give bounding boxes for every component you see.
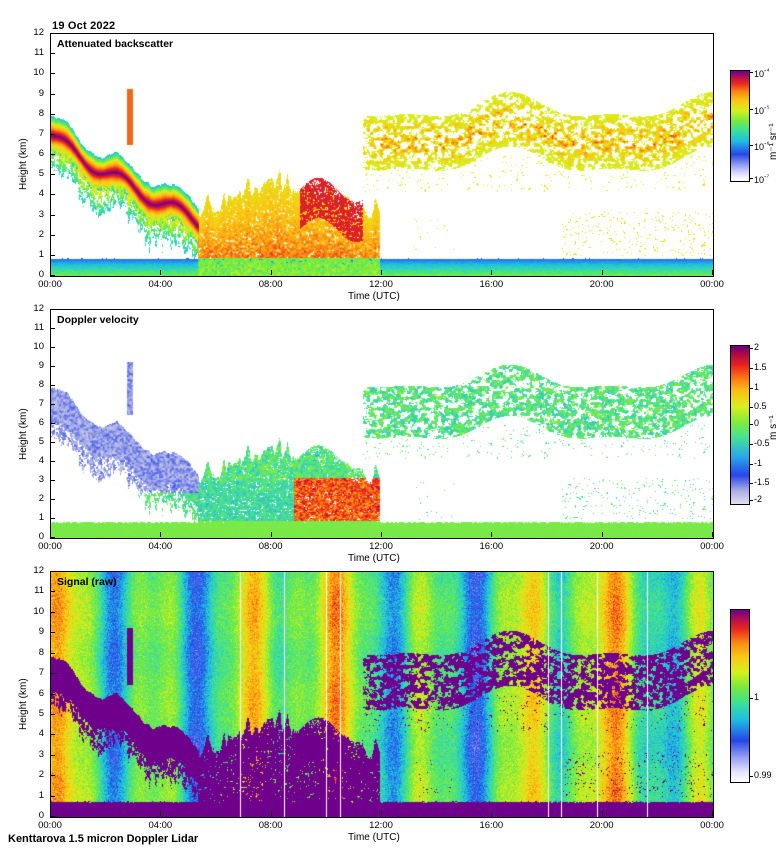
colorbar-gradient-doppler	[731, 346, 749, 504]
colorbar-tick-mark	[749, 348, 753, 349]
x-tick-label: 20:00	[589, 541, 614, 552]
y-tick-label: 4	[38, 728, 44, 740]
colorbar-tick-doppler: 1.5	[754, 361, 767, 372]
y-tick-label: 10	[33, 605, 44, 617]
y-tick-mark	[50, 796, 55, 797]
y-tick-mark	[50, 347, 55, 348]
x-tick-label: 16:00	[479, 279, 504, 290]
colorbar-tick-mark	[749, 444, 753, 445]
heatmap-canvas-signal	[51, 572, 713, 817]
x-tick-mark	[602, 270, 603, 275]
x-tick-mark	[160, 270, 161, 275]
y-tick-label: 1	[38, 512, 44, 523]
y-tick-label: 0	[38, 531, 44, 542]
heatmap-canvas-doppler	[51, 310, 713, 538]
y-tick-label: 2	[38, 769, 44, 781]
y-tick-mark	[50, 612, 55, 613]
y-tick-mark	[50, 499, 55, 500]
y-tick-mark	[50, 423, 55, 424]
x-tick-mark	[712, 532, 713, 537]
x-tick-label: 08:00	[258, 279, 283, 290]
y-tick-label: 2	[38, 493, 44, 504]
x-tick-mark	[491, 532, 492, 537]
x-tick-mark	[381, 532, 382, 537]
y-tick-mark	[50, 734, 55, 735]
x-tick-mark	[160, 532, 161, 537]
instrument-label: Kenttarova 1.5 micron Doppler Lidar	[8, 833, 199, 845]
y-tick-label: 8	[38, 107, 44, 119]
y-tick-label: 4	[38, 188, 44, 200]
y-tick-label: 5	[38, 707, 44, 719]
y-tick-mark	[50, 816, 55, 817]
y-tick-label: 9	[38, 360, 44, 371]
colorbar-tick-mark	[749, 698, 753, 699]
y-tick-mark	[50, 154, 55, 155]
colorbar-tick-doppler: -1	[754, 457, 763, 468]
x-tick-mark	[491, 811, 492, 816]
colorbar-tick-mark	[749, 178, 753, 179]
y-tick-mark	[50, 442, 55, 443]
y-tick-label: 7	[38, 127, 44, 139]
y-tick-mark	[50, 632, 55, 633]
y-tick-mark	[50, 215, 55, 216]
colorbar-tick-mark	[749, 145, 753, 146]
date-label: 19 Oct 2022	[52, 20, 116, 32]
y-tick-mark	[50, 775, 55, 776]
colorbar-tick-mark	[749, 776, 753, 777]
colorbar-tick-doppler: -1.5	[754, 477, 770, 488]
y-tick-label: 1	[38, 248, 44, 260]
y-tick-mark	[50, 174, 55, 175]
x-tick-label: 00:00	[700, 279, 724, 290]
x-tick-label: 16:00	[479, 541, 504, 552]
x-axis-label-signal: Time (UTC)	[348, 832, 400, 843]
colorbar-tick-mark	[749, 424, 753, 425]
colorbar-label-doppler: m s⁻¹	[768, 415, 779, 440]
y-tick-mark	[50, 309, 55, 310]
y-tick-mark	[50, 328, 55, 329]
y-tick-mark	[50, 461, 55, 462]
y-tick-label: 9	[38, 626, 44, 638]
colorbar-tick-backscatter: $10^{-^6}$	[754, 138, 770, 152]
x-tick-mark	[602, 811, 603, 816]
x-tick-label: 12:00	[369, 820, 393, 831]
y-tick-label: 8	[38, 379, 44, 390]
y-tick-mark	[50, 255, 55, 256]
x-tick-label: 20:00	[589, 279, 614, 290]
x-tick-label: 04:00	[148, 541, 173, 552]
x-tick-label: 20:00	[589, 820, 614, 831]
colorbar-gradient-signal	[731, 610, 749, 782]
x-tick-label: 00:00	[38, 279, 62, 290]
x-tick-label: 00:00	[700, 541, 724, 552]
y-tick-mark	[50, 366, 55, 367]
colorbar-tick-mark	[749, 72, 753, 73]
x-tick-mark	[271, 270, 272, 275]
y-tick-mark	[50, 653, 55, 654]
x-tick-label: 16:00	[479, 820, 504, 831]
y-tick-mark	[50, 73, 55, 74]
x-tick-mark	[160, 811, 161, 816]
x-axis-label-backscatter: Time (UTC)	[348, 291, 400, 302]
colorbar-tick-mark	[749, 483, 753, 484]
colorbar-signal	[730, 609, 750, 783]
y-tick-label: 2	[38, 228, 44, 240]
y-tick-mark	[50, 591, 55, 592]
y-tick-mark	[50, 755, 55, 756]
y-tick-mark	[50, 571, 55, 572]
y-tick-label: 12	[33, 565, 44, 576]
colorbar-tick-mark	[749, 407, 753, 408]
x-tick-label: 04:00	[148, 820, 173, 831]
y-axis-label-signal: Height (km)	[18, 678, 29, 730]
colorbar-gradient-backscatter	[731, 71, 749, 181]
colorbar-tick-doppler: -0.5	[754, 437, 770, 448]
plot-area-doppler[interactable]	[50, 309, 714, 539]
y-tick-mark	[50, 94, 55, 95]
panel-title-signal: Signal (raw)	[57, 576, 117, 588]
y-tick-mark	[50, 33, 55, 34]
x-tick-mark	[271, 811, 272, 816]
y-tick-mark	[50, 114, 55, 115]
x-tick-label: 12:00	[369, 541, 393, 552]
y-tick-label: 11	[34, 47, 44, 59]
y-tick-mark	[50, 694, 55, 695]
y-tick-label: 5	[38, 436, 44, 447]
y-tick-label: 11	[34, 585, 44, 597]
x-tick-mark	[491, 270, 492, 275]
y-tick-label: 5	[38, 168, 44, 180]
y-tick-label: 0	[38, 810, 44, 821]
colorbar-tick-doppler: 0.5	[754, 401, 767, 412]
x-tick-mark	[50, 811, 51, 816]
colorbar-tick-mark	[749, 109, 753, 110]
colorbar-tick-doppler: 1	[754, 381, 760, 392]
colorbar-tick-mark	[749, 368, 753, 369]
panel-title-backscatter: Attenuated backscatter	[57, 38, 174, 50]
colorbar-tick-backscatter: $10^{-^7}$	[754, 171, 770, 185]
colorbar-tick-mark	[749, 388, 753, 389]
y-tick-label: 3	[38, 474, 44, 485]
colorbar-tick-mark	[749, 464, 753, 465]
x-tick-label: 00:00	[38, 820, 62, 831]
y-tick-mark	[50, 275, 55, 276]
x-tick-label: 08:00	[258, 541, 283, 552]
heatmap-canvas-backscatter	[51, 34, 713, 276]
x-tick-mark	[50, 532, 51, 537]
colorbar-tick-mark	[749, 500, 753, 501]
y-axis-label-backscatter: Height (km)	[18, 138, 29, 190]
x-tick-label: 00:00	[700, 820, 724, 831]
x-tick-mark	[712, 811, 713, 816]
colorbar-tick-backscatter: $10^{-^5}$	[754, 102, 770, 116]
y-tick-mark	[50, 537, 55, 538]
colorbar-tick-signal: 1	[754, 692, 760, 703]
y-tick-label: 10	[33, 341, 44, 352]
y-tick-mark	[50, 673, 55, 674]
y-tick-label: 12	[33, 27, 44, 38]
x-tick-mark	[50, 270, 51, 275]
y-tick-label: 11	[34, 322, 44, 333]
colorbar-backscatter	[730, 70, 750, 182]
y-tick-label: 6	[38, 417, 44, 428]
y-tick-label: 8	[38, 646, 44, 658]
y-tick-label: 9	[38, 87, 44, 99]
y-tick-label: 6	[38, 687, 44, 699]
y-tick-label: 7	[38, 398, 44, 409]
x-tick-mark	[602, 532, 603, 537]
colorbar-tick-doppler: -2	[754, 493, 763, 504]
y-axis-label-doppler: Height (km)	[18, 408, 29, 460]
y-tick-label: 0	[38, 269, 44, 280]
y-tick-mark	[50, 714, 55, 715]
y-tick-mark	[50, 404, 55, 405]
y-tick-mark	[50, 385, 55, 386]
y-tick-label: 3	[38, 748, 44, 760]
x-tick-label: 04:00	[148, 279, 173, 290]
y-tick-label: 12	[33, 303, 44, 314]
y-tick-mark	[50, 518, 55, 519]
colorbar-label-backscatter: m⁻¹ sr⁻¹	[768, 123, 779, 160]
y-tick-mark	[50, 134, 55, 135]
plot-area-backscatter[interactable]	[50, 33, 714, 277]
y-tick-mark	[50, 194, 55, 195]
y-tick-label: 7	[38, 667, 44, 679]
x-tick-label: 12:00	[369, 279, 393, 290]
x-tick-mark	[381, 811, 382, 816]
x-tick-mark	[381, 270, 382, 275]
colorbar-tick-doppler: 0	[754, 418, 760, 428]
x-tick-label: 00:00	[38, 541, 62, 552]
y-tick-mark	[50, 480, 55, 481]
x-axis-label-doppler: Time (UTC)	[348, 553, 400, 564]
panel-title-doppler: Doppler velocity	[57, 314, 139, 326]
x-tick-mark	[271, 532, 272, 537]
x-tick-label: 08:00	[258, 820, 283, 831]
y-tick-label: 6	[38, 148, 44, 159]
colorbar-tick-signal: 0.99	[754, 769, 772, 780]
plot-area-signal[interactable]	[50, 571, 714, 818]
colorbar-doppler	[730, 345, 750, 505]
colorbar-tick-backscatter: $10^{-^4}$	[754, 66, 770, 80]
y-tick-label: 3	[38, 208, 44, 220]
y-tick-mark	[50, 235, 55, 236]
colorbar-tick-doppler: 2	[754, 342, 760, 353]
y-tick-mark	[50, 53, 55, 54]
x-tick-mark	[712, 270, 713, 275]
y-tick-label: 10	[33, 67, 44, 79]
y-tick-label: 1	[38, 789, 44, 801]
y-tick-label: 4	[38, 455, 44, 466]
